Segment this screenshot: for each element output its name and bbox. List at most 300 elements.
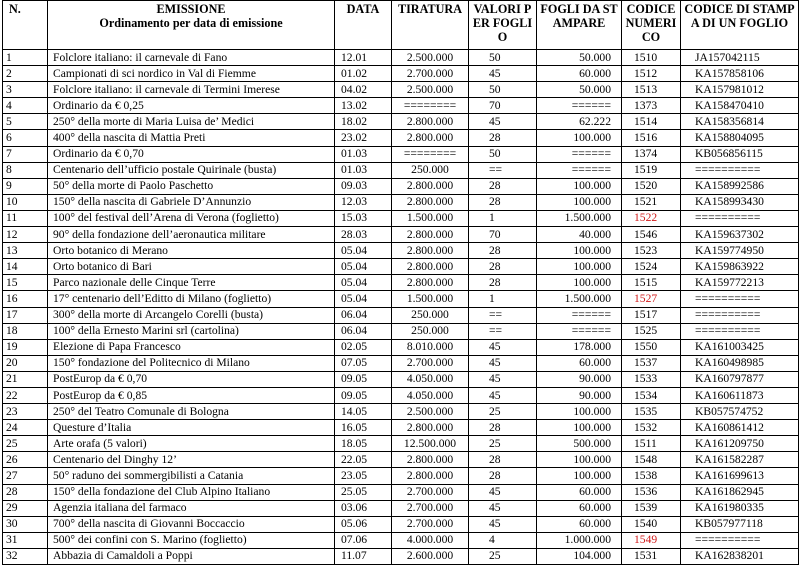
row-number: 21 xyxy=(3,371,48,387)
row-codice-stampa: KA161862945 xyxy=(681,484,799,500)
row-valori: 28 xyxy=(469,420,537,436)
row-codice-numerico: 1513 xyxy=(622,82,681,98)
row-codice-stampa: ========== xyxy=(681,210,799,226)
row-codice-stampa: KA160861412 xyxy=(681,420,799,436)
row-data: 18.05 xyxy=(335,436,392,452)
header-n: N. xyxy=(3,1,48,50)
row-data: 15.03 xyxy=(335,210,392,226)
table-row xyxy=(3,66,799,82)
row-emissione: 250° della morte di Maria Luisa de’ Medici xyxy=(48,114,335,130)
row-fogli: ====== xyxy=(537,98,622,114)
header-codice-numerico: CODICE NUMERICO xyxy=(622,1,681,50)
row-codice-numerico: 1519 xyxy=(622,162,681,178)
row-fogli: 100.000 xyxy=(537,275,622,291)
row-fogli: 60.000 xyxy=(537,355,622,371)
row-data: 02.05 xyxy=(335,339,392,355)
row-valori: 70 xyxy=(469,98,537,114)
table-row xyxy=(3,243,799,259)
row-emissione: PostEurop da € 0,85 xyxy=(48,387,335,403)
row-valori: 28 xyxy=(469,275,537,291)
row-valori: 28 xyxy=(469,452,537,468)
row-fogli: 50.000 xyxy=(537,50,622,66)
row-data: 12.01 xyxy=(335,50,392,66)
row-codice-numerico: 1527 xyxy=(622,291,681,307)
row-emissione: Questure d’Italia xyxy=(48,420,335,436)
row-codice-numerico: 1514 xyxy=(622,114,681,130)
row-codice-stampa: KB057977118 xyxy=(681,516,799,532)
row-emissione: 50° raduno dei sommergibilisti a Catania xyxy=(48,468,335,484)
row-data: 05.04 xyxy=(335,243,392,259)
row-number: 14 xyxy=(3,259,48,275)
row-emissione: 250° del Teatro Comunale di Bologna xyxy=(48,404,335,420)
row-data: 05.04 xyxy=(335,275,392,291)
row-number: 24 xyxy=(3,420,48,436)
row-emissione: Elezione di Papa Francesco xyxy=(48,339,335,355)
row-codice-stampa: KA161582287 xyxy=(681,452,799,468)
row-tiratura: 12.500.000 xyxy=(392,436,469,452)
row-codice-numerico: 1373 xyxy=(622,98,681,114)
row-codice-stampa: KA159637302 xyxy=(681,227,799,243)
row-number: 13 xyxy=(3,243,48,259)
row-data: 01.03 xyxy=(335,162,392,178)
header-data: DATA xyxy=(335,1,392,50)
header-emissione-title: EMISSIONE xyxy=(156,2,226,16)
row-tiratura: 2.800.000 xyxy=(392,275,469,291)
row-codice-numerico: 1511 xyxy=(622,436,681,452)
row-valori: 28 xyxy=(469,243,537,259)
table-row xyxy=(3,548,799,564)
row-valori: 28 xyxy=(469,259,537,275)
row-codice-numerico: 1533 xyxy=(622,371,681,387)
row-data: 14.05 xyxy=(335,404,392,420)
row-codice-numerico: 1510 xyxy=(622,50,681,66)
row-codice-numerico: 1522 xyxy=(622,210,681,226)
row-fogli: 1.500.000 xyxy=(537,291,622,307)
table-row xyxy=(3,404,799,420)
row-codice-stampa: KA159772213 xyxy=(681,275,799,291)
row-valori: 45 xyxy=(469,484,537,500)
table-row xyxy=(3,130,799,146)
row-tiratura: 2.800.000 xyxy=(392,227,469,243)
table-row xyxy=(3,98,799,114)
row-tiratura: 2.800.000 xyxy=(392,420,469,436)
row-number: 9 xyxy=(3,178,48,194)
row-tiratura: 2.500.000 xyxy=(392,50,469,66)
row-number: 5 xyxy=(3,114,48,130)
row-codice-stampa: KA161699613 xyxy=(681,468,799,484)
row-valori: 45 xyxy=(469,114,537,130)
row-fogli: 100.000 xyxy=(537,452,622,468)
row-number: 23 xyxy=(3,404,48,420)
row-number: 2 xyxy=(3,66,48,82)
row-emissione: 300° della morte di Arcangelo Corelli (busta) xyxy=(48,307,335,323)
row-codice-stampa: KA161980335 xyxy=(681,500,799,516)
row-valori: 45 xyxy=(469,500,537,516)
row-codice-numerico: 1550 xyxy=(622,339,681,355)
row-emissione: 500° dei confini con S. Marino (foglietto) xyxy=(48,532,335,548)
header-codice-stampa: CODICE DI STAMPA DI UN FOGLIO xyxy=(681,1,799,50)
row-codice-numerico: 1540 xyxy=(622,516,681,532)
row-emissione: 150° della nascita di Gabriele D’Annunzio xyxy=(48,194,335,210)
row-number: 12 xyxy=(3,227,48,243)
row-valori: 28 xyxy=(469,178,537,194)
row-codice-stampa: KA162838201 xyxy=(681,548,799,564)
row-emissione: Agenzia italiana del farmaco xyxy=(48,500,335,516)
row-codice-numerico: 1512 xyxy=(622,66,681,82)
row-fogli: ====== xyxy=(537,146,622,162)
row-fogli: 62.222 xyxy=(537,114,622,130)
row-codice-stampa: KA160498985 xyxy=(681,355,799,371)
row-fogli: 60.000 xyxy=(537,66,622,82)
row-tiratura: 2.800.000 xyxy=(392,468,469,484)
row-number: 18 xyxy=(3,323,48,339)
row-codice-stampa: KA158470410 xyxy=(681,98,799,114)
row-codice-stampa: KA161209750 xyxy=(681,436,799,452)
row-fogli: 60.000 xyxy=(537,484,622,500)
row-codice-numerico: 1534 xyxy=(622,387,681,403)
row-fogli: 104.000 xyxy=(537,548,622,564)
row-data: 09.05 xyxy=(335,387,392,403)
row-valori: 4 xyxy=(469,532,537,548)
row-emissione: 150° della fondazione del Club Alpino Italiano xyxy=(48,484,335,500)
row-codice-numerico: 1548 xyxy=(622,452,681,468)
row-valori: 70 xyxy=(469,227,537,243)
row-data: 23.05 xyxy=(335,468,392,484)
row-data: 06.04 xyxy=(335,323,392,339)
row-codice-numerico: 1531 xyxy=(622,548,681,564)
row-codice-numerico: 1525 xyxy=(622,323,681,339)
row-tiratura: 2.800.000 xyxy=(392,130,469,146)
row-number: 30 xyxy=(3,516,48,532)
row-number: 15 xyxy=(3,275,48,291)
row-codice-stampa: KA159774950 xyxy=(681,243,799,259)
row-emissione: 700° della nascita di Giovanni Boccaccio xyxy=(48,516,335,532)
row-data: 07.05 xyxy=(335,355,392,371)
row-fogli: 500.000 xyxy=(537,436,622,452)
row-fogli: 1.500.000 xyxy=(537,210,622,226)
row-tiratura: 2.700.000 xyxy=(392,66,469,82)
row-tiratura: 250.000 xyxy=(392,307,469,323)
row-tiratura: ======== xyxy=(392,98,469,114)
row-valori: 28 xyxy=(469,468,537,484)
table-row xyxy=(3,516,799,532)
row-codice-numerico: 1538 xyxy=(622,468,681,484)
row-emissione: 400° della nascita di Mattia Preti xyxy=(48,130,335,146)
table-row xyxy=(3,484,799,500)
row-codice-stampa: KA157981012 xyxy=(681,82,799,98)
row-tiratura: 2.600.000 xyxy=(392,548,469,564)
table-row xyxy=(3,275,799,291)
row-codice-stampa: ========== xyxy=(681,162,799,178)
table-header xyxy=(3,1,799,50)
row-data: 09.05 xyxy=(335,371,392,387)
row-fogli: ====== xyxy=(537,323,622,339)
row-fogli: 90.000 xyxy=(537,371,622,387)
row-fogli: 60.000 xyxy=(537,500,622,516)
row-tiratura: 2.800.000 xyxy=(392,178,469,194)
row-valori: == xyxy=(469,162,537,178)
row-codice-stampa: ========== xyxy=(681,323,799,339)
row-codice-numerico: 1520 xyxy=(622,178,681,194)
row-tiratura: 4.000.000 xyxy=(392,532,469,548)
row-codice-stampa: ========== xyxy=(681,291,799,307)
row-codice-numerico: 1523 xyxy=(622,243,681,259)
row-valori: 45 xyxy=(469,371,537,387)
row-codice-numerico: 1535 xyxy=(622,404,681,420)
row-codice-numerico: 1517 xyxy=(622,307,681,323)
row-data: 01.03 xyxy=(335,146,392,162)
header-emissione-subtitle: Ordinamento per data di emissione xyxy=(99,16,283,30)
row-codice-stampa: KA160611873 xyxy=(681,387,799,403)
row-fogli: ====== xyxy=(537,307,622,323)
header-tiratura: TIRATURA xyxy=(392,1,469,50)
row-data: 18.02 xyxy=(335,114,392,130)
table-row xyxy=(3,452,799,468)
row-data: 22.05 xyxy=(335,452,392,468)
row-number: 31 xyxy=(3,532,48,548)
table-row xyxy=(3,291,799,307)
row-emissione: Abbazia di Camaldoli a Poppi xyxy=(48,548,335,564)
row-emissione: Campionati di sci nordico in Val di Fiemme xyxy=(48,66,335,82)
row-data: 11.07 xyxy=(335,548,392,564)
row-fogli: 1.000.000 xyxy=(537,532,622,548)
header-fogli: FOGLI DA STAMPARE xyxy=(537,1,622,50)
row-fogli: 100.000 xyxy=(537,468,622,484)
row-number: 28 xyxy=(3,484,48,500)
row-number: 27 xyxy=(3,468,48,484)
header-emissione xyxy=(48,1,335,50)
row-valori: 45 xyxy=(469,66,537,82)
row-fogli: 100.000 xyxy=(537,178,622,194)
row-number: 17 xyxy=(3,307,48,323)
row-fogli: 100.000 xyxy=(537,404,622,420)
table-row xyxy=(3,355,799,371)
row-tiratura: 2.800.000 xyxy=(392,194,469,210)
row-tiratura: 2.700.000 xyxy=(392,484,469,500)
table-row xyxy=(3,387,799,403)
table-row xyxy=(3,146,799,162)
table-row xyxy=(3,227,799,243)
table-row xyxy=(3,114,799,130)
row-codice-stampa: KA160797877 xyxy=(681,371,799,387)
row-valori: 50 xyxy=(469,146,537,162)
row-codice-stampa: KB057574752 xyxy=(681,404,799,420)
row-number: 4 xyxy=(3,98,48,114)
row-data: 07.06 xyxy=(335,532,392,548)
table-row xyxy=(3,307,799,323)
row-data: 23.02 xyxy=(335,130,392,146)
table-row xyxy=(3,371,799,387)
row-data: 05.06 xyxy=(335,516,392,532)
row-tiratura: 1.500.000 xyxy=(392,291,469,307)
row-tiratura: 2.800.000 xyxy=(392,452,469,468)
row-emissione: PostEurop da € 0,70 xyxy=(48,371,335,387)
row-codice-numerico: 1374 xyxy=(622,146,681,162)
row-number: 26 xyxy=(3,452,48,468)
table-row xyxy=(3,259,799,275)
table-row xyxy=(3,194,799,210)
row-emissione: Orto botanico di Merano xyxy=(48,243,335,259)
row-codice-numerico: 1515 xyxy=(622,275,681,291)
row-number: 3 xyxy=(3,82,48,98)
row-codice-numerico: 1536 xyxy=(622,484,681,500)
row-emissione: 90° della fondazione dell’aeronautica militare xyxy=(48,227,335,243)
row-valori: 28 xyxy=(469,130,537,146)
row-data: 12.03 xyxy=(335,194,392,210)
row-emissione: Ordinario da € 0,70 xyxy=(48,146,335,162)
table-row xyxy=(3,436,799,452)
row-codice-stampa: JA157042115 xyxy=(681,50,799,66)
row-number: 11 xyxy=(3,210,48,226)
row-emissione: Folclore italiano: il carnevale di Termini Imerese xyxy=(48,82,335,98)
row-tiratura: 2.800.000 xyxy=(392,114,469,130)
row-valori: 45 xyxy=(469,516,537,532)
row-data: 25.05 xyxy=(335,484,392,500)
row-codice-numerico: 1539 xyxy=(622,500,681,516)
row-tiratura: ======== xyxy=(392,146,469,162)
table-row xyxy=(3,468,799,484)
row-codice-stampa: KB056856115 xyxy=(681,146,799,162)
row-codice-numerico: 1549 xyxy=(622,532,681,548)
row-valori: 28 xyxy=(469,194,537,210)
row-emissione: 100° del festival dell’Arena di Verona (foglietto) xyxy=(48,210,335,226)
row-data: 13.02 xyxy=(335,98,392,114)
row-number: 7 xyxy=(3,146,48,162)
row-fogli: 100.000 xyxy=(537,243,622,259)
row-emissione: Centenario del Dinghy 12’ xyxy=(48,452,335,468)
row-codice-stampa: KA159863922 xyxy=(681,259,799,275)
row-number: 22 xyxy=(3,387,48,403)
row-codice-stampa: KA158993430 xyxy=(681,194,799,210)
row-tiratura: 4.050.000 xyxy=(392,387,469,403)
row-emissione: 150° fondazione del Politecnico di Milano xyxy=(48,355,335,371)
row-fogli: 100.000 xyxy=(537,130,622,146)
row-fogli: 60.000 xyxy=(537,516,622,532)
row-number: 32 xyxy=(3,548,48,564)
row-data: 03.06 xyxy=(335,500,392,516)
row-tiratura: 2.700.000 xyxy=(392,355,469,371)
row-valori: 50 xyxy=(469,82,537,98)
row-number: 29 xyxy=(3,500,48,516)
row-number: 25 xyxy=(3,436,48,452)
row-valori: == xyxy=(469,307,537,323)
row-codice-stampa: KA161003425 xyxy=(681,339,799,355)
table-row xyxy=(3,339,799,355)
row-codice-stampa: KA158992586 xyxy=(681,178,799,194)
row-codice-numerico: 1532 xyxy=(622,420,681,436)
row-codice-numerico: 1546 xyxy=(622,227,681,243)
row-fogli: 50.000 xyxy=(537,82,622,98)
row-number: 16 xyxy=(3,291,48,307)
row-tiratura: 1.500.000 xyxy=(392,210,469,226)
row-valori: 45 xyxy=(469,339,537,355)
row-valori: 50 xyxy=(469,50,537,66)
row-emissione: Ordinario da € 0,25 xyxy=(48,98,335,114)
row-tiratura: 4.050.000 xyxy=(392,371,469,387)
row-codice-numerico: 1521 xyxy=(622,194,681,210)
row-tiratura: 2.500.000 xyxy=(392,404,469,420)
table-row xyxy=(3,82,799,98)
row-data: 04.02 xyxy=(335,82,392,98)
row-codice-numerico: 1524 xyxy=(622,259,681,275)
row-valori: 25 xyxy=(469,436,537,452)
row-codice-numerico: 1516 xyxy=(622,130,681,146)
row-fogli: 178.000 xyxy=(537,339,622,355)
row-valori: 45 xyxy=(469,355,537,371)
row-data: 09.03 xyxy=(335,178,392,194)
row-fogli: 40.000 xyxy=(537,227,622,243)
row-fogli: 90.000 xyxy=(537,387,622,403)
row-valori: 1 xyxy=(469,210,537,226)
table-body xyxy=(3,50,799,565)
row-fogli: 100.000 xyxy=(537,259,622,275)
table-row xyxy=(3,532,799,548)
row-tiratura: 8.010.000 xyxy=(392,339,469,355)
row-fogli: ====== xyxy=(537,162,622,178)
row-number: 10 xyxy=(3,194,48,210)
row-codice-stampa: KA158356814 xyxy=(681,114,799,130)
table-row xyxy=(3,50,799,66)
row-tiratura: 2.700.000 xyxy=(392,516,469,532)
row-data: 01.02 xyxy=(335,66,392,82)
table-row xyxy=(3,162,799,178)
row-tiratura: 250.000 xyxy=(392,162,469,178)
row-data: 16.05 xyxy=(335,420,392,436)
row-codice-stampa: KA158804095 xyxy=(681,130,799,146)
row-data: 05.04 xyxy=(335,259,392,275)
header-valori: VALORI PER FOGLIO xyxy=(469,1,537,50)
row-codice-stampa: ========== xyxy=(681,532,799,548)
row-emissione: 50° della morte di Paolo Paschetto xyxy=(48,178,335,194)
row-tiratura: 2.800.000 xyxy=(392,259,469,275)
row-emissione: Orto botanico di Bari xyxy=(48,259,335,275)
row-valori: 1 xyxy=(469,291,537,307)
table-row xyxy=(3,500,799,516)
row-number: 8 xyxy=(3,162,48,178)
row-emissione: Parco nazionale delle Cinque Terre xyxy=(48,275,335,291)
row-fogli: 100.000 xyxy=(537,420,622,436)
row-tiratura: 2.700.000 xyxy=(392,500,469,516)
table-row xyxy=(3,323,799,339)
emissions-table xyxy=(2,0,799,565)
row-valori: 45 xyxy=(469,387,537,403)
row-data: 06.04 xyxy=(335,307,392,323)
row-number: 1 xyxy=(3,50,48,66)
row-tiratura: 2.800.000 xyxy=(392,243,469,259)
row-codice-stampa: ========== xyxy=(681,307,799,323)
row-fogli: 100.000 xyxy=(537,194,622,210)
table-row xyxy=(3,178,799,194)
row-emissione: Arte orafa (5 valori) xyxy=(48,436,335,452)
row-emissione: Folclore italiano: il carnevale di Fano xyxy=(48,50,335,66)
row-valori: == xyxy=(469,323,537,339)
row-valori: 25 xyxy=(469,404,537,420)
row-data: 05.04 xyxy=(335,291,392,307)
row-data: 28.03 xyxy=(335,227,392,243)
row-tiratura: 2.500.000 xyxy=(392,82,469,98)
row-number: 6 xyxy=(3,130,48,146)
row-emissione: 17° centenario dell’Editto di Milano (foglietto) xyxy=(48,291,335,307)
table-row xyxy=(3,210,799,226)
row-codice-stampa: KA157858106 xyxy=(681,66,799,82)
row-tiratura: 250.000 xyxy=(392,323,469,339)
row-number: 20 xyxy=(3,355,48,371)
table-row xyxy=(3,420,799,436)
row-valori: 25 xyxy=(469,548,537,564)
row-emissione: Centenario dell’ufficio postale Quirinale (busta) xyxy=(48,162,335,178)
row-number: 19 xyxy=(3,339,48,355)
row-emissione: 100° della Ernesto Marini srl (cartolina) xyxy=(48,323,335,339)
